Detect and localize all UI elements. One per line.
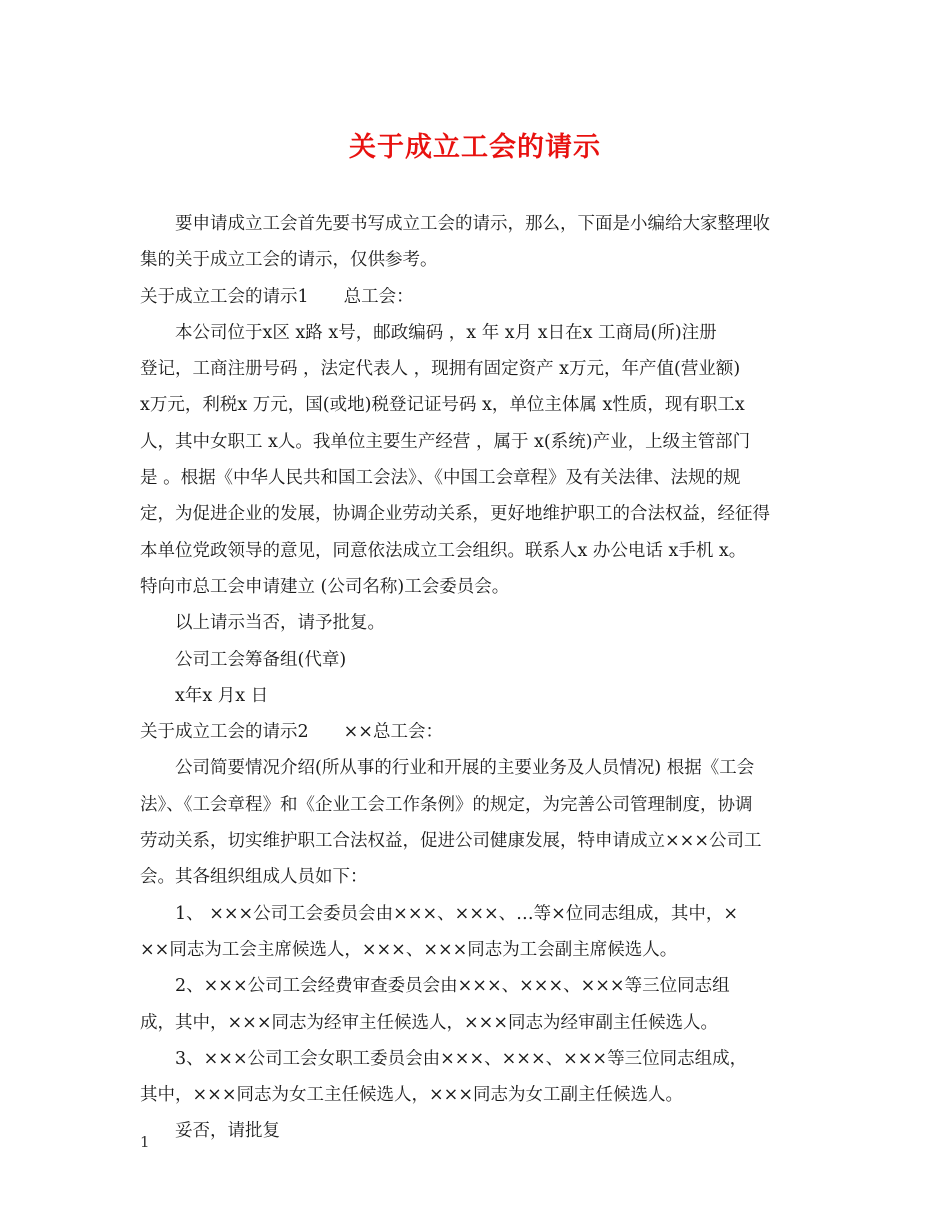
text-line: 其中，×××同志为女工主任候选人，×××同志为女工副主任候选人。 (140, 1085, 683, 1106)
text-line: 公司简要情况介绍(所从事的行业和开展的主要业务及人员情况) 根据《工会 (175, 758, 755, 779)
page-number: 1 (140, 1133, 150, 1151)
text-line: 劳动关系，切实维护职工合法权益，促进公司健康发展，特申请成立×××公司工 (140, 831, 762, 852)
text-line: 本公司位于x区 x路 x号，邮政编码 ，x 年 x月 x日在x 工商局(所)注册 (175, 322, 717, 343)
text-line: 2、×××公司工会经费审查委员会由×××、×××、×××等三位同志组 (175, 976, 730, 997)
text-line: 会。其各组织组成人员如下： (140, 867, 368, 888)
text-line: 3、×××公司工会女职工委员会由×××、×××、×××等三位同志组成， (175, 1048, 748, 1069)
text-line: 本单位党政领导的意见，同意依法成立工会组织。联系人x 办公电话 x手机 x。 (140, 540, 747, 561)
text-line: 以上请示当否，请予批复。 (175, 613, 385, 634)
text-line: 公司工会筹备组(代章) (175, 649, 347, 670)
document-body (140, 206, 812, 1150)
text-line: 是 。根据《中华人民共和国工会法》、《中国工会章程》及有关法律、法规的规 (140, 468, 741, 489)
text-line: 登记，工商注册号码 ，法定代表人 ，现拥有固定资产 x万元，年产值(营业额) (140, 359, 741, 380)
text-line: x年x 月x 日 (175, 685, 269, 706)
text-line: 特向市总工会申请建立 (公司名称)工会委员会。 (140, 576, 510, 597)
text-line: 妥否，请批复 (175, 1121, 280, 1142)
text-line: 人，其中女职工 x人。我单位主要生产经营 ，属于 x(系统)产业，上级主管部门 (140, 431, 751, 452)
text-line: 关于成立工会的请示1 总工会： (140, 286, 414, 307)
page-title: 关于成立工会的请示 (349, 132, 601, 163)
text-line: 定，为促进企业的发展，协调企业劳动关系，更好地维护职工的合法权益，经征得 (140, 504, 770, 525)
text-line: 成，其中，×××同志为经审主任候选人，×××同志为经审副主任候选人。 (140, 1012, 718, 1033)
text-line: ××同志为工会主席候选人，×××、×××同志为工会副主席候选人。 (140, 939, 678, 960)
text-line: x万元，利税x 万元，国(或地)税登记证号码 x，单位主体属 x性质，现有职工x (140, 395, 745, 416)
text-line: 集的关于成立工会的请示，仅供参考。 (140, 250, 438, 271)
text-line: 1、 ×××公司工会委员会由×××、×××、…等×位同志组成，其中，× (175, 903, 738, 924)
text-line: 法》、《工会章程》和《企业工会工作条例》的规定，为完善公司管理制度，协调 (140, 794, 753, 815)
text-line: 要申请成立工会首先要书写成立工会的请示，那么，下面是小编给大家整理收 (175, 214, 770, 234)
text-line: 关于成立工会的请示2 ××总工会： (140, 722, 443, 743)
